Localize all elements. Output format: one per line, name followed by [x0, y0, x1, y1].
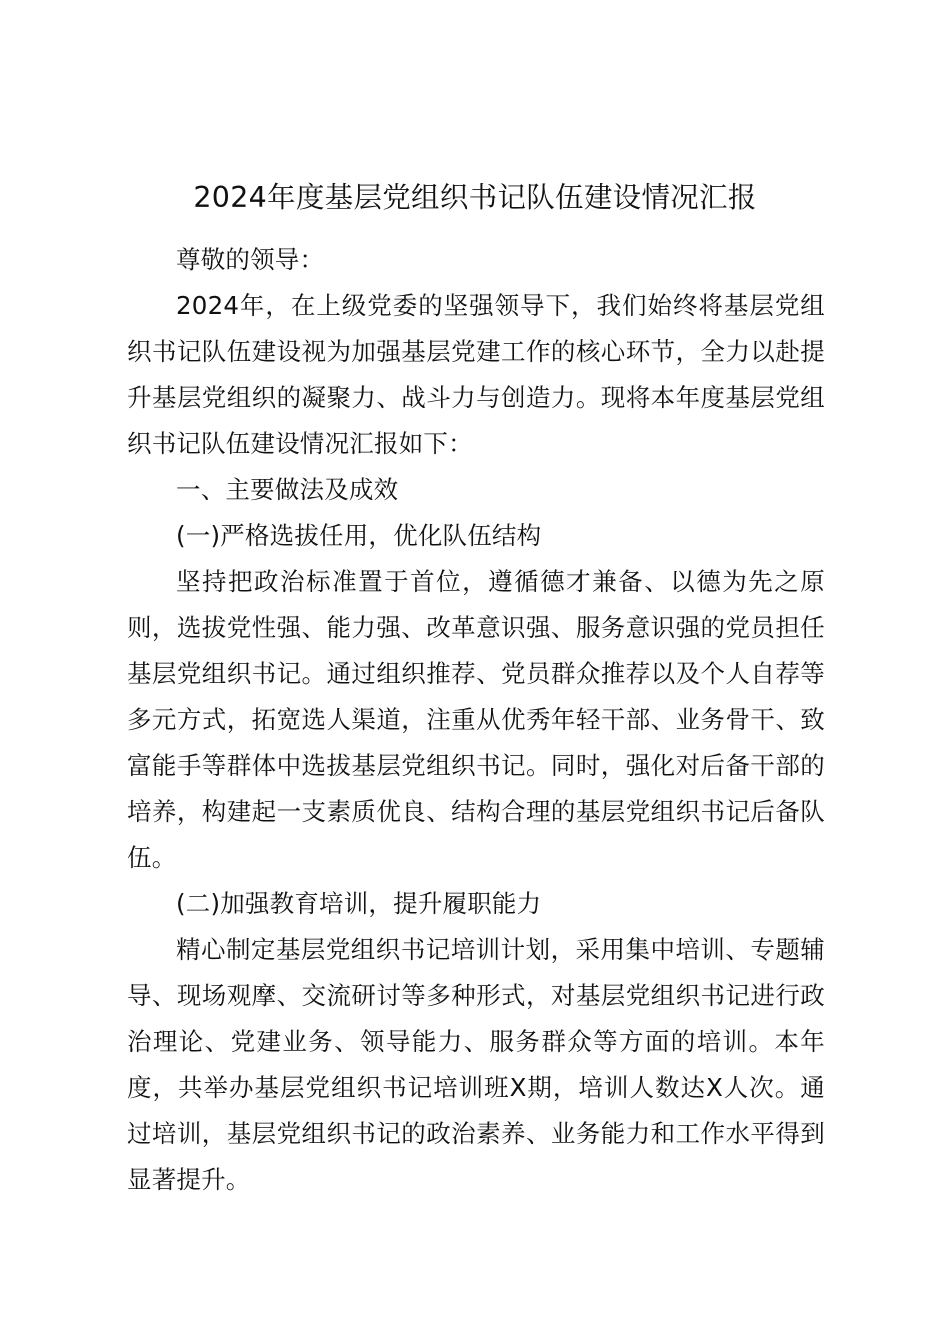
- subsection-heading-2: (二)加强教育培训，提升履职能力: [176, 889, 542, 918]
- document-body: [127, 237, 825, 1203]
- salutation: 尊敬的领导：: [176, 245, 325, 274]
- document-title: 2024年度基层党组织书记队伍建设情况汇报: [193, 181, 757, 214]
- subsection-body-2: 精心制定基层党组织书记培训计划，采用集中培训、专题辅导、现场观摩、交流研讨等多种形式，对基层党组织书记进行政治理论、党建业务、领导能力、服务群众等方面的培训。本年度，共举办基层党组织书记培训班X期，培训人数达X人次。通过培训，基层党组织书记的政治素养、业务能力和工作水平得到显著提升。: [127, 935, 825, 1194]
- subsection-body-1: 坚持把政治标准置于首位，遵循德才兼备、以德为先之原则，选拔党性强、能力强、改革意识强、服务意识强的党员担任基层党组织书记。通过组织推荐、党员群众推荐以及个人自荐等多元方式，拓宽选人渠道，注重从优秀年轻干部、业务骨干、致富能手等群体中选拔基层党组织书记。同时，强化对后备干部的培养，构建起一支素质优良、结构合理的基层党组织书记后备队伍。: [127, 567, 825, 872]
- intro-paragraph: 2024年，在上级党委的坚强领导下，我们始终将基层党组织书记队伍建设视为加强基层党建工作的核心环节，全力以赴提升基层党组织的凝聚力、战斗力与创造力。现将本年度基层党组织书记队伍建设情况汇报如下：: [127, 291, 825, 458]
- section-heading-1: 一、主要做法及成效: [176, 475, 399, 504]
- subsection-heading-1: (一)严格选拔任用，优化队伍结构: [176, 521, 542, 550]
